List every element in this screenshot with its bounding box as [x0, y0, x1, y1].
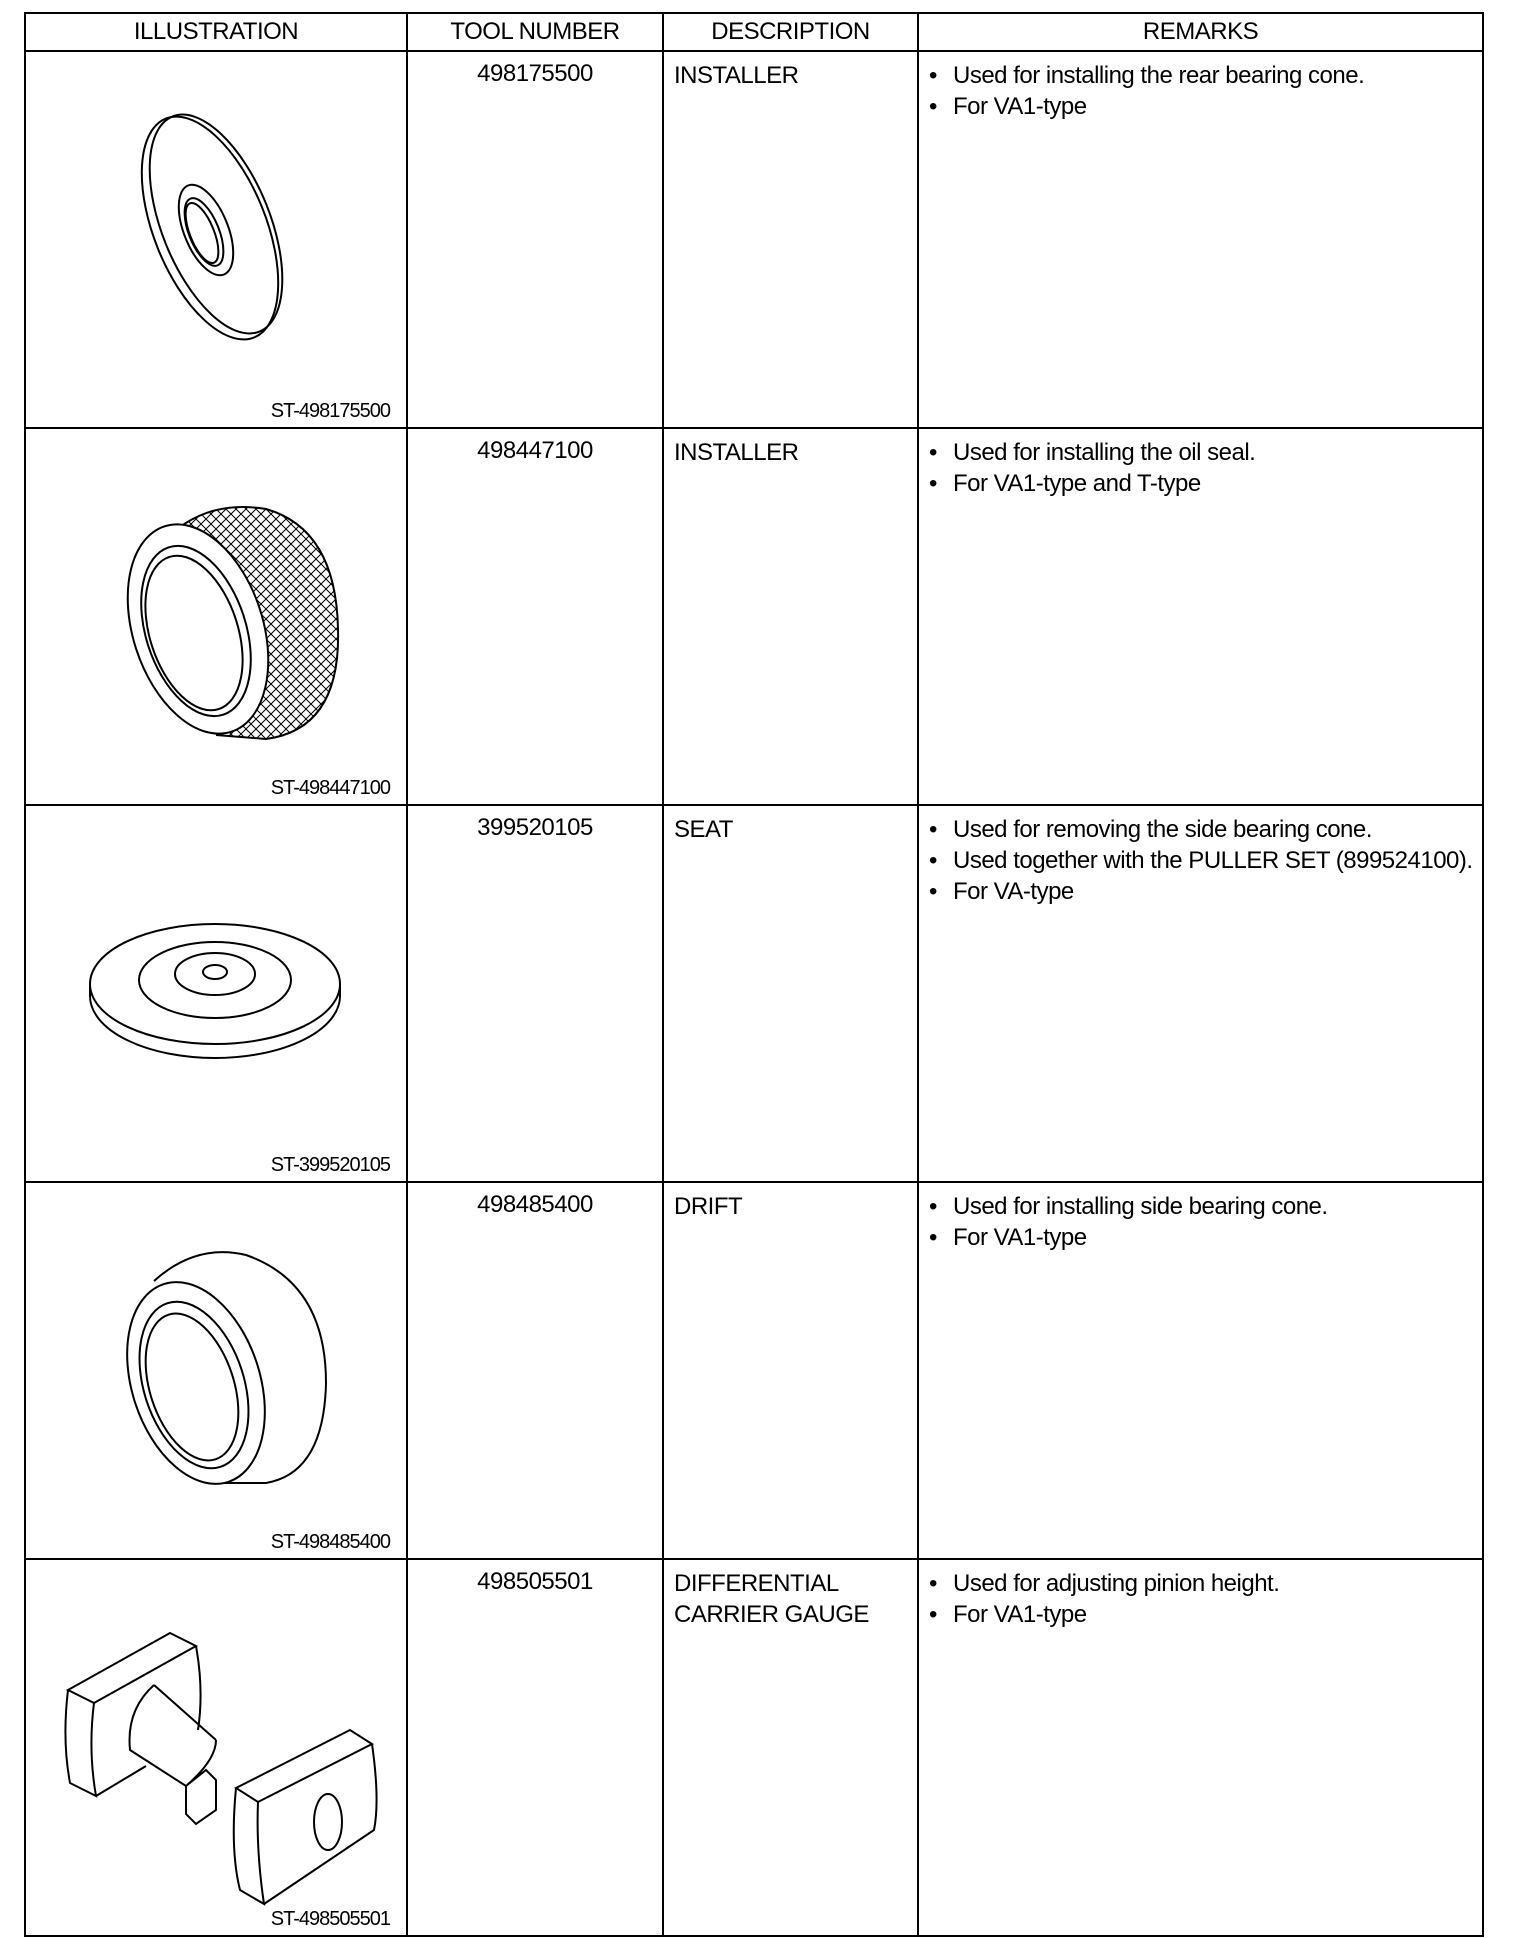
illustration-cell — [25, 428, 407, 805]
table-row — [25, 51, 1483, 428]
illustration-cell — [25, 1182, 407, 1559]
tool-number: 498505501 — [407, 1559, 663, 1936]
remark-item: • Used for removing the side bearing cone. — [929, 816, 1372, 843]
illustration-cell — [25, 805, 407, 1182]
tool-number: 498447100 — [407, 428, 663, 805]
illustration-code: ST-498485400 — [270, 1531, 390, 1553]
illustration-code: ST-498447100 — [270, 777, 390, 799]
illustration-cell — [25, 51, 407, 428]
illustration-code: ST-399520105 — [270, 1154, 390, 1176]
remark-item: • For VA1-type — [929, 93, 1087, 120]
remark-item: • Used for adjusting pinion height. — [929, 1570, 1280, 1597]
description: DRIFT — [663, 1182, 918, 1559]
tool-number: 399520105 — [407, 805, 663, 1182]
special-tools-table — [24, 12, 1484, 1937]
tool-number: 498175500 — [407, 51, 663, 428]
table-row — [25, 1182, 1483, 1559]
table-row — [25, 1559, 1483, 1936]
drift-illustration — [26, 1183, 408, 1550]
tool-number: 498485400 — [407, 1182, 663, 1559]
header-tool-number: TOOL NUMBER — [407, 13, 663, 51]
remarks — [918, 51, 1483, 428]
remarks — [918, 805, 1483, 1182]
remark-item: • For VA1-type and T-type — [929, 470, 1201, 497]
header-illustration: ILLUSTRATION — [25, 13, 407, 51]
installer-knurled-ring-illustration — [26, 429, 408, 796]
remark-item: • Used together with the PULLER SET (899524100). — [929, 847, 1473, 874]
illustration-code: ST-498505501 — [270, 1908, 390, 1930]
seat-illustration — [26, 806, 408, 1173]
remark-item: • Used for installing the rear bearing cone. — [929, 62, 1365, 89]
header-row — [25, 13, 1483, 51]
remark-item: • For VA-type — [929, 878, 1074, 905]
header-remarks: REMARKS — [918, 13, 1483, 51]
table-row — [25, 428, 1483, 805]
remarks — [918, 1559, 1483, 1936]
illustration-code: ST-498175500 — [270, 400, 390, 422]
description: DIFFERENTIAL CARRIER GAUGE — [663, 1559, 918, 1936]
remark-item: • For VA1-type — [929, 1601, 1087, 1628]
description: INSTALLER — [663, 428, 918, 805]
remarks — [918, 428, 1483, 805]
installer-disc-illustration — [26, 52, 408, 419]
description: SEAT — [663, 805, 918, 1182]
differential-carrier-gauge-illustration — [26, 1560, 408, 1927]
remark-item: • Used for installing side bearing cone. — [929, 1193, 1328, 1220]
table-row — [25, 805, 1483, 1182]
remarks — [918, 1182, 1483, 1559]
illustration-cell — [25, 1559, 407, 1936]
remark-item: • Used for installing the oil seal. — [929, 439, 1256, 466]
description: INSTALLER — [663, 51, 918, 428]
remark-item: • For VA1-type — [929, 1224, 1087, 1251]
header-description: DESCRIPTION — [663, 13, 918, 51]
